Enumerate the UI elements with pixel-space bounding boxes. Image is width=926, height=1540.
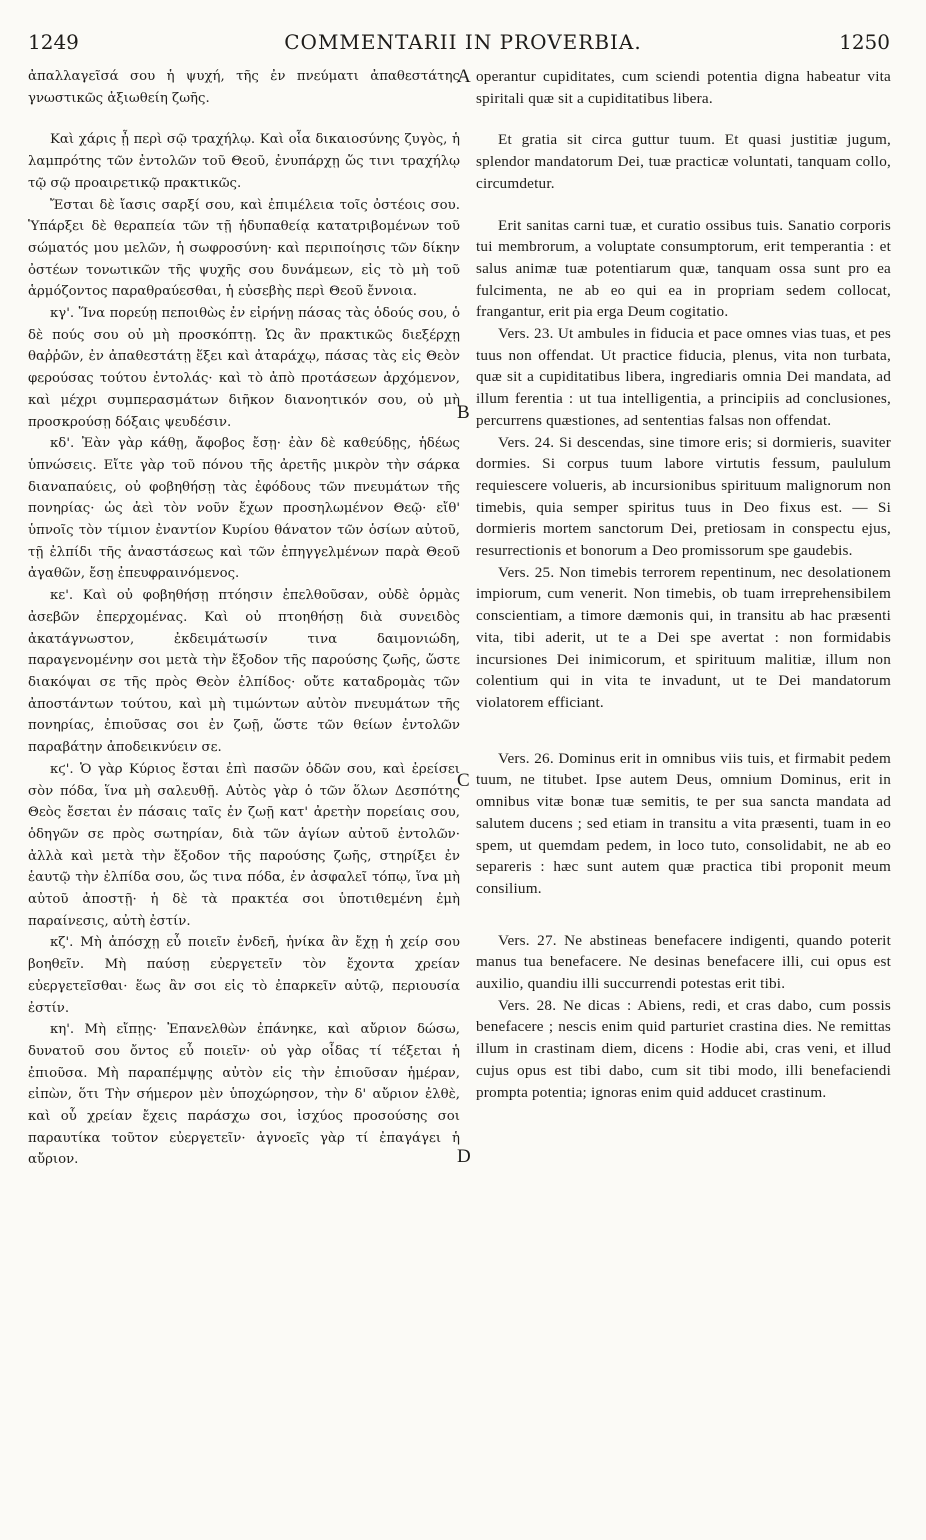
greek-paragraph: κδ'. Ἐὰν γὰρ κάθῃ, ἄφοβος ἔσῃ· ἐὰν δὲ καθεύδῃς, ἡδέως ὑπνώσεις. Εἴτε γὰρ τοῦ πόνου τῆς ἀρετῆς μικρὸν τὴν σάρκα διαναπαύεις, οὐ φοβηθήσῃ τὰς ἐφόδους τῶν πνευμάτων τῆς πονηρίας· ὡς ἀεὶ τὸν νοῦν ἔχων προσηλωμένον Θεῷ· εἴθ' ὑπνοῖς τὸν τίμιον ἐναντίον Κυρίου θάνατον τῶν ὁσίων αὐτοῦ, τῇ ἐλπίδι τῆς ἀναστάσεως καὶ τῶν ἐπηγγελμένων παρὰ Θεοῦ ἀγαθῶν, ἔσῃ ἐπευφραινόμενος.: [28, 436, 460, 582]
latin-paragraph: Et gratia sit circa guttur tuum. Et quasi justitiæ jugum, splendor mandatorum Dei, tuæ practicæ voluntati, tanquam collo, circumdetur.: [476, 131, 891, 192]
margin-letter-c: C: [457, 770, 470, 791]
greek-paragraph: κγ'. Ἵνα πορεύῃ πεποιθὼς ἐν εἰρήνῃ πάσας τὰς ὁδούς σου, ὁ δὲ πούς σου οὐ μὴ προσκόπτῃ. Ὡς ἂν πρακτικῶς διεξέρχῃ θαῤῥῶν, ἐν ἀπαθεστάτῃ ἕξει καὶ ἀταράχῳ, πάσας τὰς εἰς Θεὸν φερούσας τούτου ἐντολάς· καὶ τὸ ἀπὸ προτάσεων ἀρχόμενον, καὶ μέχρι συμπερασμάτων διῆκον διανοητικόν σου, οὐ μὴ προσκρούσῃ δόξαις ψευδέσιν.: [28, 306, 460, 430]
page-number-right: 1250: [839, 30, 890, 54]
greek-column: [28, 66, 460, 1171]
greek-paragraph: κε'. Καὶ οὐ φοβηθήσῃ πτόησιν ἐπελθοῦσαν, οὐδὲ ὁρμὰς ἀσεβῶν ἐπερχομένας. Καὶ οὐ πτοηθήσῃ διὰ συνειδὸς ἀκατάγνωστον, ἐκδειμάτωσίν τινα δαιμονιώδη, παραγενομένην σοι μετὰ τὴν ἔξοδον τῆς παρούσης ζωῆς, ὥστε διακόψαι σε τῆς πρὸς Θεὸν ἐλπίδος· οὔτε καταδρομὰς τῶν ἀποστάντων τούτου, καὶ μὴ τιμώντων αὐτὸν πνευμάτων τῆς πονηρίας, ἐπιοῦσας σοι ἐν ζωῇ, ὥστε τῶν θείων ἐντολῶν παραβάτην ἀποδεικνύειν σε.: [28, 588, 460, 756]
latin-paragraph: Erit sanitas carni tuæ, et curatio ossibus tuis. Sanatio corporis tui membrorum, a voluptate consumptorum, erit temperantia : et salus animæ tuæ potentiarum quæ, tanquam ossa sunt pro ea fulcimenta, ne ab eo qui ea in propriam sedem collocat, frangantur, erit pia erga Deum cogitatio.: [476, 216, 891, 321]
greek-paragraph: κζ'. Μὴ ἀπόσχῃ εὖ ποιεῖν ἐνδεῆ, ἡνίκα ἂν ἔχῃ ἡ χείρ σου βοηθεῖν. Μὴ παύσῃ εὐεργετεῖν τὸν ἔχοντα χρείαν εὐεργετεῖσθαι· ἕως ἂν σοι εἰς τὸ ἐπαρκεῖν αὐτῷ, περιουσία ἐστίν.: [28, 935, 460, 1016]
latin-paragraph: Vers. 28. Ne dicas : Abiens, redi, et cras dabo, cum possis benefacere ; nescis enim quid parturiet crastina dies. Ne remittas illum in crastinam diem, dicens : Hodie abi, cras veni, et illud cujus opus est tibi dabo, cum sit tibi modo, illi benefaciendi prompta potentia; ignoras enim quid adducet crastinum.: [476, 996, 891, 1101]
margin-letter-a: A: [457, 66, 471, 87]
greek-paragraph: κη'. Μὴ εἴπῃς· Ἐπανελθὼν ἐπάνηκε, καὶ αὔριον δώσω, δυνατοῦ σου ὄντος εὖ ποιεῖν· οὐ γὰρ οἶδας τί τέξεται ἡ ἐπιοῦσα. Μὴ παραπέμψῃς αὐτὸν εἰς τὴν ἐπιοῦσαν ἡμέραν, εἰπὼν, ὅτι Τὴν σήμερον μὲν ὑποχώρησον, τὴν δ' αὔριον ἐλθὲ, καὶ οὗ χρείαν ἔχεις παράσχω σοι, ἰσχύος προσούσης σοι παραυτίκα τοῦτον εὐεργετεῖν· ἀγνοεῖς γὰρ τί ἐπαγάγει ἡ αὔριον.: [28, 1022, 460, 1168]
latin-column: [476, 66, 891, 1103]
page-header: [0, 30, 926, 62]
latin-paragraph: Vers. 24. Si descendas, sine timore eris; si dormieris, suaviter dormies. Si corpus tuum labore virtutis fessum, paululum requiescere volueris, ab incursionibus spirituum malignorum non timebis, quia semper spiritus tuus in Deo fixus est. — Si dormieris mortem sanctorum Dei, pretiosam in conspectu ejus, resurrectionis et bonorum a Deo promissorum spe gaudebis.: [476, 433, 891, 560]
latin-paragraph: Vers. 25. Non timebis terrorem repentinum, nec desolationem impiorum, cum venerit. Non timebis, ob tuam irreprehensibilem conscientiam, a timore dæmonis qui, in transitu ab hac præsenti vita, tibi aderit, ut te a Dei spe avertat : non formidabis incursiones Dei inimicorum, et spirituum malitiæ, illum non colentium qui in vita te invadunt, ut te Dei mandatorum violatorem efficiant.: [476, 563, 891, 711]
latin-paragraph: operantur cupiditates, cum sciendi potentia digna habeatur vita spiritali quæ sit a cupiditatibus libera.: [476, 68, 891, 107]
greek-paragraph: Καὶ χάρις ᾖ περὶ σῷ τραχήλῳ. Καὶ οἷα δικαιοσύνης ζυγὸς, ἡ λαμπρότης τῶν ἐντολῶν τοῦ Θεοῦ, ἐνυπάρχῃ ὥς τινι τραχήλῳ τῷ σῷ προαιρετικῷ πρακτικῶς.: [28, 132, 460, 191]
page-number-left: 1249: [28, 30, 79, 54]
greek-paragraph: κϛ'. Ὁ γὰρ Κύριος ἔσται ἐπὶ πασῶν ὁδῶν σου, καὶ ἐρείσει σὸν πόδα, ἵνα μὴ σαλευθῇ. Αὐτὸς γὰρ ὁ τῶν ὅλων Δεσπότης Θεὸς ἔσεται ἐν πάσαις ταῖς ἐν ζωῇ κατ' ἀρετὴν πορείαις σου, ὁδηγῶν σε πρὸς σωτηρίαν, διὰ τῶν ἁγίων αὐτοῦ ἐντολῶν· ἀλλὰ καὶ μετὰ τὴν ἔξοδον τῆς παρούσης ζωῆς, στηρίξει ἐν ἑαυτῷ τὴν ἐλπίδα σου, ὥς τινα πόδα, ἐν ἀσφαλεῖ τόπῳ, ἵνα μὴ αὐτοῦ ἀποστῇ· ἡ δὲ τὰ πρακτέα σοι ὑποτιθεμένη ἐμὴ παραίνεσις, αὐτὴ ἐστίν.: [28, 761, 460, 929]
latin-paragraph: Vers. 26. Dominus erit in omnibus viis tuis, et firmabit pedem tuum, ne titubet. Ipse autem Deus, omnium Dominus, erit in omnibus vitæ bonæ tuæ semitis, te per sua sancta mandata ad salutem ducens ; sed etiam in transitu a vita præsenti, tuam in eo spem, ut quemdam pedem, in loco tuto, consolidabit, ne ab eo separeris : hæc sunt autem quæ practica tibi proponit meum consilium.: [476, 749, 891, 897]
margin-letter-b: B: [457, 402, 470, 423]
latin-paragraph: Vers. 23. Ut ambules in fiducia et pace omnes vias tuas, et pes tuus non offendat. Ut practice fiducia, plenus, vita non turbata, quæ sit a cupiditatibus libera, ingrediaris omnia Dei mandata, ad illum ferentia : ut tua intelligentia, a principiis ad conclusiones, percurrens quæstiones, ad sententias falsas non offendat.: [476, 325, 891, 429]
greek-paragraph: Ἔσται δὲ ἴασις σαρξί σου, καὶ ἐπιμέλεια τοῖς ὀστέοις σου. Ὑπάρξει δὲ θεραπεία τῶν τῇ ἡδυπαθείᾳ κατατριβομένων τοῦ σώματός μου μελῶν, ἡ σωφροσύνη· καὶ περιποίησις τῶν δίκην ὀστέων τονωτικῶν τῆς ψυχῆς σου δυνάμεων, εἰς τὸ μὴ τοῦ ἁρμόζοντος παραθραύεσθαι, ἡ εὐσεβὴς περὶ Θεοῦ ἔννοια.: [28, 197, 460, 300]
latin-paragraph: Vers. 27. Ne abstineas benefacere indigenti, quando poterit manus tua benefacere. Ne desinas benefacere illi, cui opus est auxilio, quandiu illi succurrendi potestas erit tibi.: [476, 931, 891, 993]
greek-paragraph: ἀπαλλαγεῖσά σου ἡ ψυχή, τῆς ἐν πνεύματι ἀπαθεστάτης γνωστικῶς ἀξιωθείη ζωῆς.: [28, 69, 460, 106]
running-title: COMMENTARII IN PROVERBIA.: [284, 30, 642, 54]
margin-letter-d: D: [457, 1146, 471, 1167]
